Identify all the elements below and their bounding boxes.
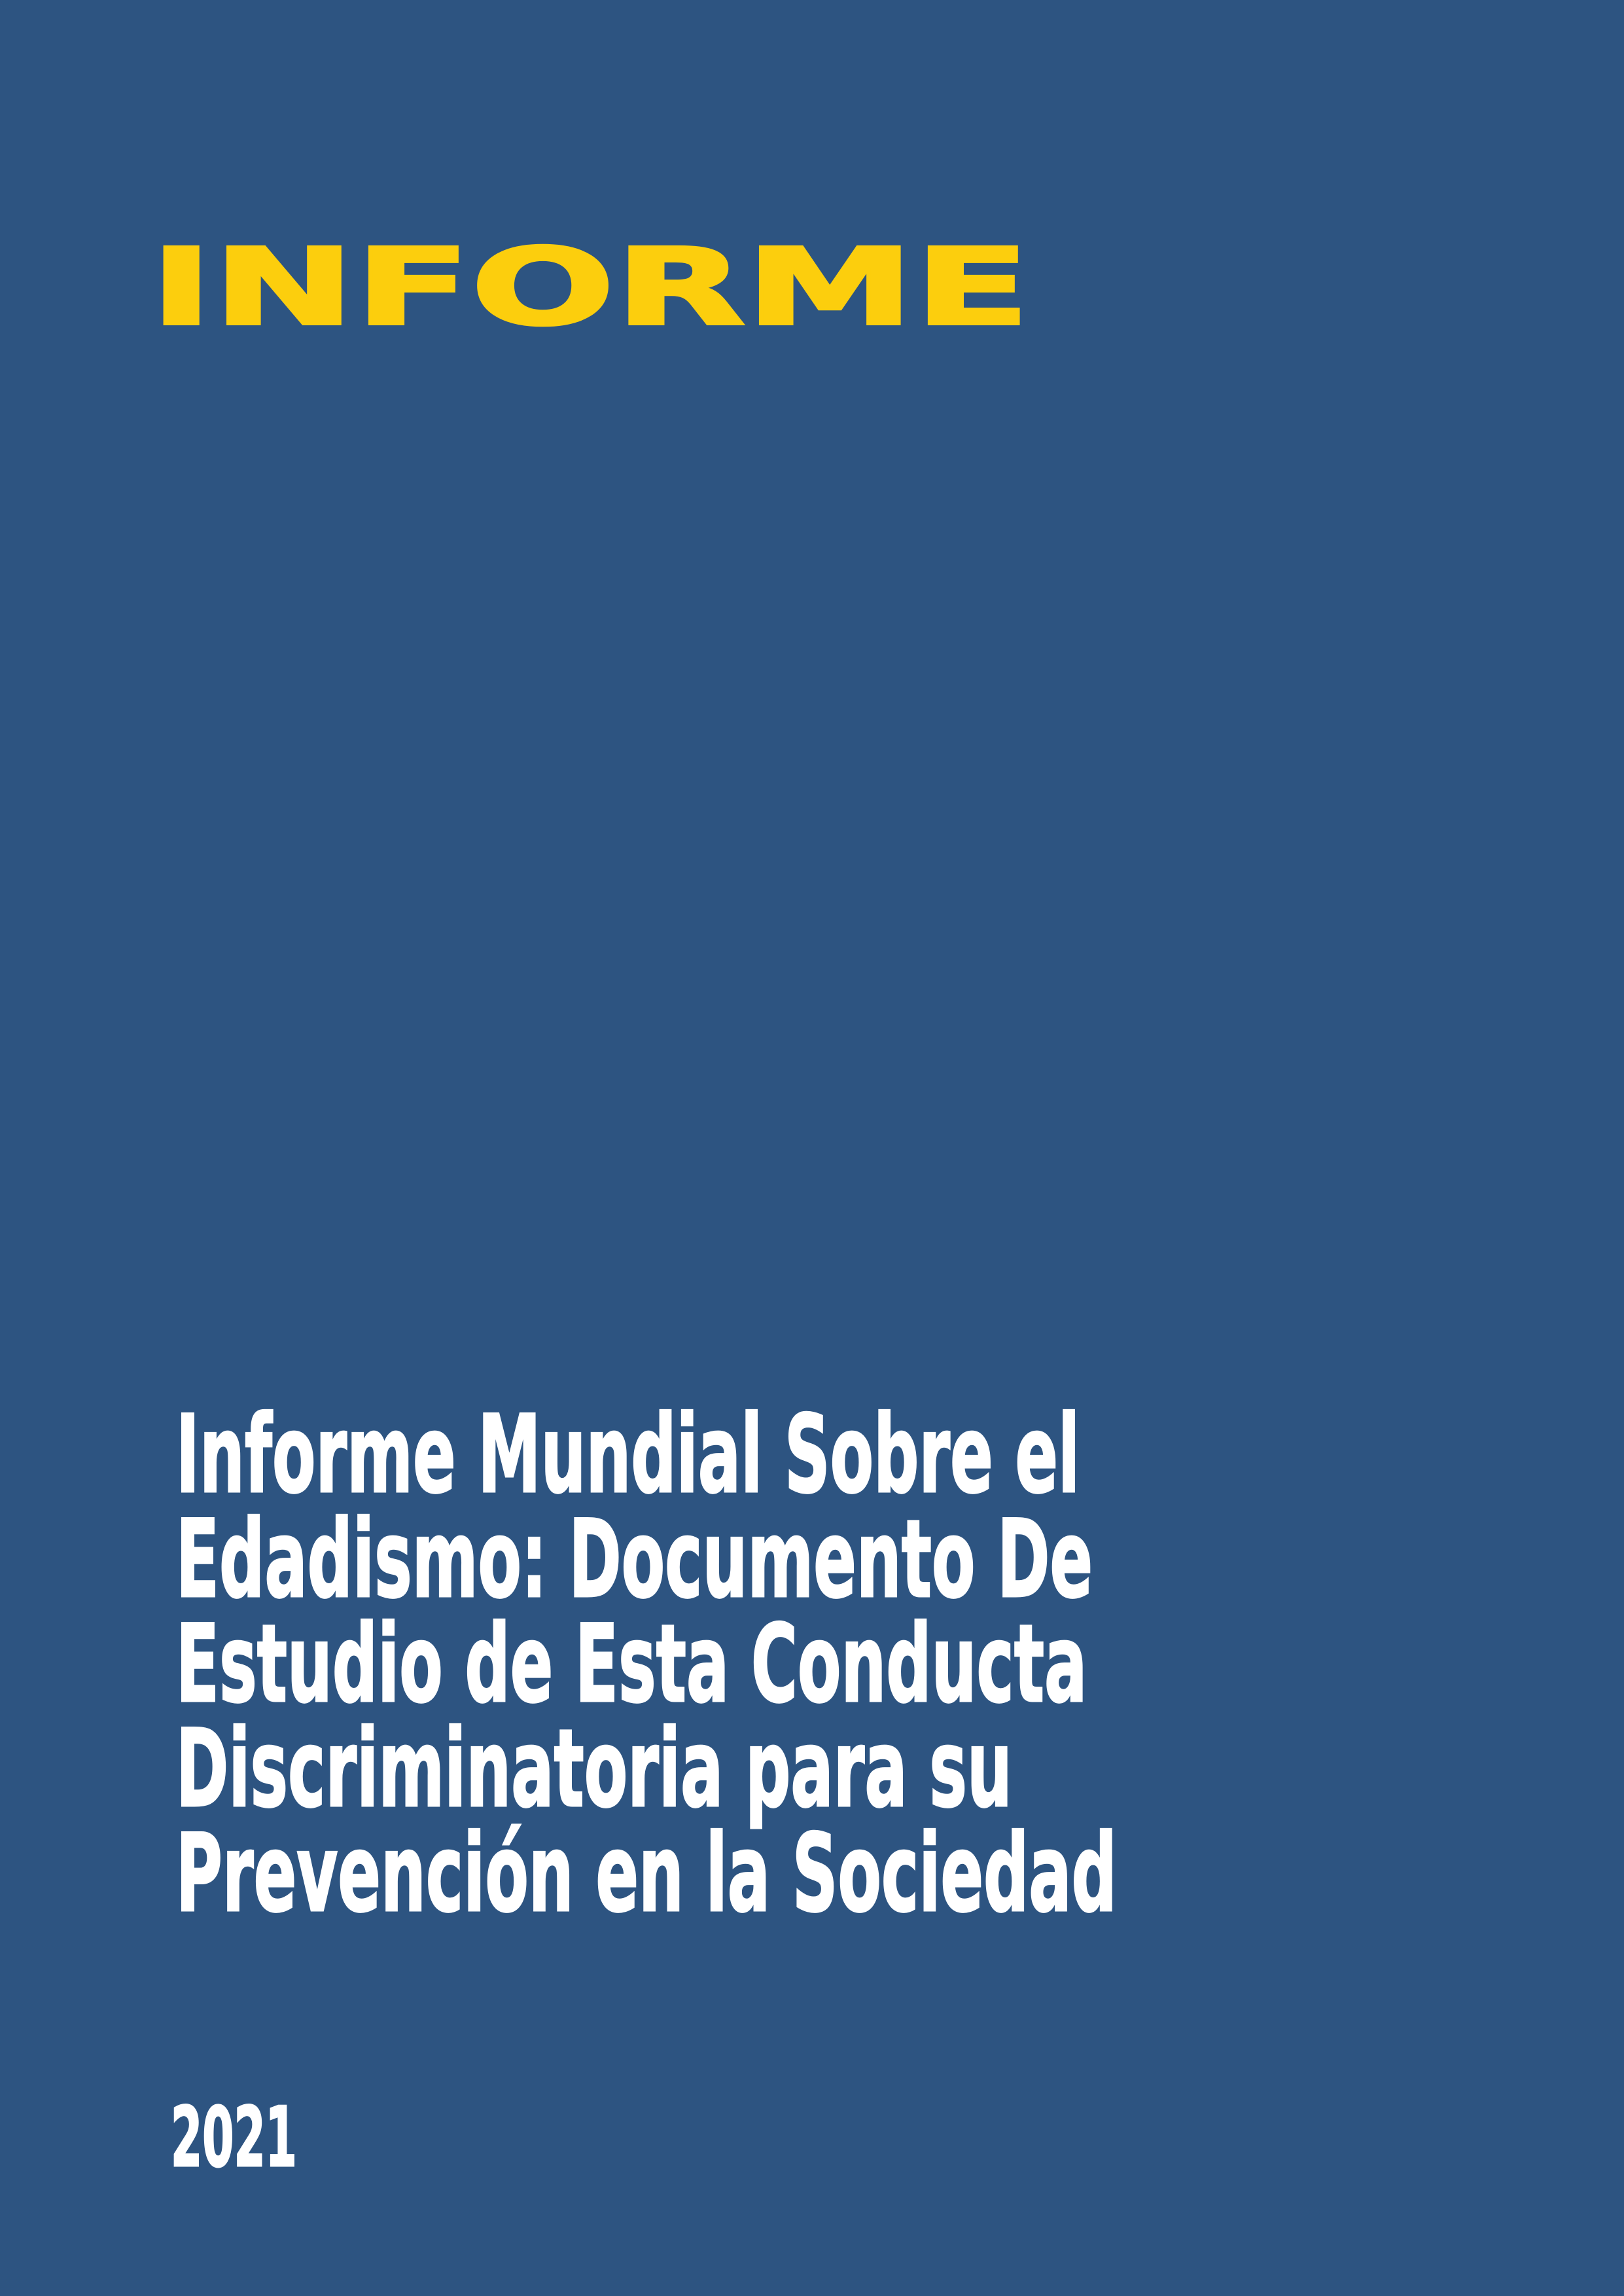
report-title-line: Discriminatoria para su: [176, 1706, 1012, 1831]
report-title-line: Estudio de Esta Conducta: [176, 1602, 1087, 1727]
report-title-line: Informe Mundial Sobre el: [176, 1392, 1080, 1517]
report-title-line: Prevención en la Sociedad: [176, 1811, 1117, 1936]
report-title-line: Edadismo: Documento De: [176, 1497, 1093, 1622]
informe-logo: INFORME: [150, 226, 1031, 350]
publication-year: 2021: [171, 2089, 297, 2185]
report-title: [176, 1392, 1117, 1936]
